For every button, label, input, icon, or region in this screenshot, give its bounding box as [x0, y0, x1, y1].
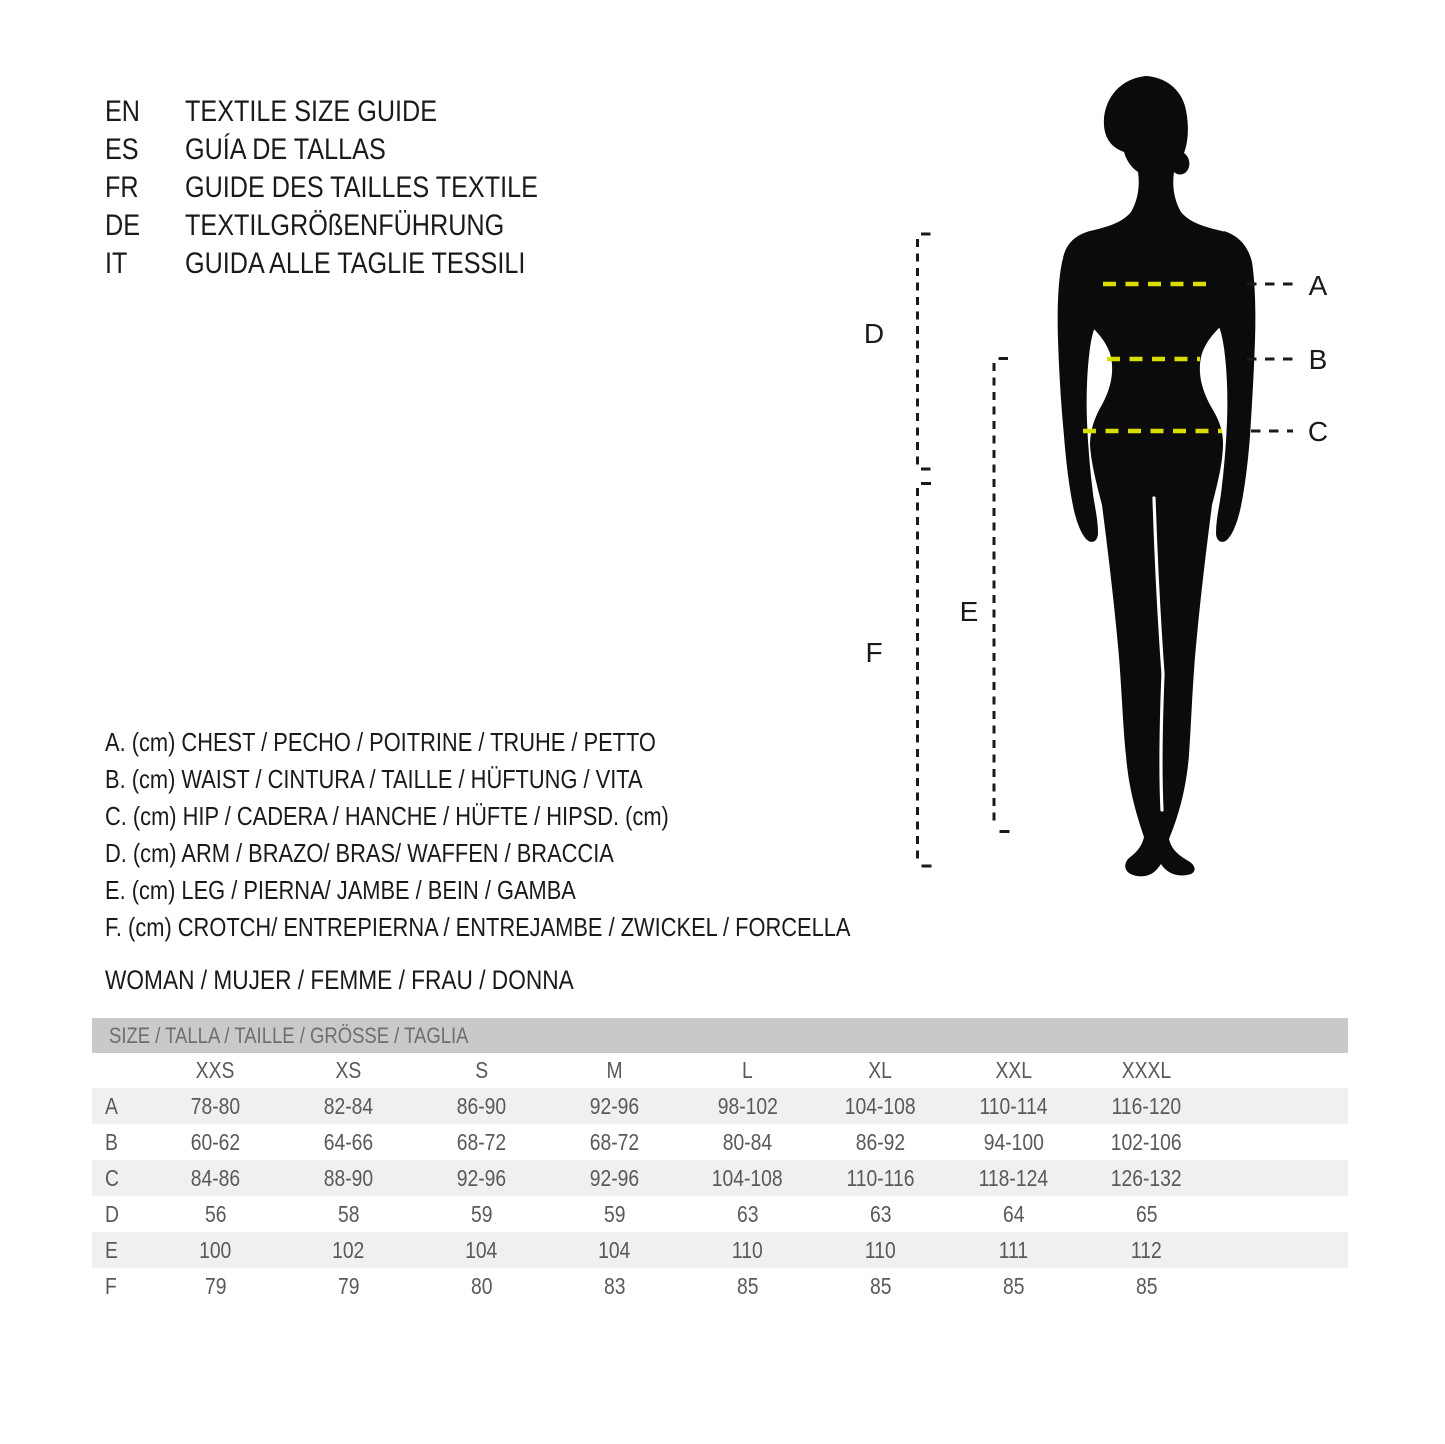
table-cell: 94-100 — [983, 1128, 1044, 1155]
table-header-bar — [92, 1018, 1348, 1053]
column-header-s: S — [475, 1057, 488, 1083]
table-cell: 110 — [732, 1236, 763, 1263]
table-cell: 88-90 — [323, 1164, 374, 1191]
size-table — [92, 1018, 1348, 1304]
row-label: E — [105, 1236, 118, 1263]
table-cell: 80-84 — [722, 1128, 773, 1155]
table-cell: 92-96 — [456, 1164, 507, 1191]
table-cell: 110-114 — [979, 1092, 1048, 1119]
table-cell: 116-120 — [1111, 1092, 1182, 1119]
table-cell: 84-86 — [190, 1164, 241, 1191]
table-row-f — [92, 1268, 1348, 1304]
column-header-xxxl: XXXL — [1121, 1057, 1172, 1083]
table-cell: 59 — [470, 1200, 493, 1227]
table-cell: 104 — [598, 1236, 631, 1263]
table-cell: 126-132 — [1111, 1164, 1182, 1191]
legend-item-arm: D. (cm) ARM / BRAZO/ BRAS/ WAFFEN / BRACCIA — [105, 838, 614, 868]
table-header-label: SIZE / TALLA / TAILLE / GRÖSSE / TAGLIA — [109, 1022, 469, 1048]
table-cell: 92-96 — [589, 1092, 640, 1119]
row-label: A — [105, 1092, 118, 1119]
marker-arm-d: D — [863, 318, 885, 349]
table-cell: 86-92 — [855, 1128, 906, 1155]
table-cell: 80 — [470, 1272, 493, 1299]
table-cell: 68-72 — [589, 1128, 640, 1155]
marker-crotch-f: F — [865, 637, 883, 668]
legend-item-crotch: F. (cm) CROTCH/ ENTREPIERNA / ENTREJAMBE / ZWICKEL / FORCELLA — [105, 912, 851, 942]
table-cell: 85 — [1002, 1272, 1025, 1299]
table-cell: 58 — [337, 1200, 360, 1227]
table-cell: 92-96 — [589, 1164, 640, 1191]
table-cell: 86-90 — [456, 1092, 507, 1119]
legend-item-chest: A. (cm) CHEST / PECHO / POITRINE / TRUHE / PETTO — [105, 727, 656, 757]
legend-item-leg: E. (cm) LEG / PIERNA/ JAMBE / BEIN / GAMBA — [105, 875, 576, 905]
table-row-c — [92, 1160, 1348, 1196]
woman-silhouette — [1058, 76, 1256, 876]
language-code: EN — [105, 95, 141, 128]
table-cell: 68-72 — [456, 1128, 507, 1155]
table-cell: 85 — [869, 1272, 892, 1299]
table-cell: 100 — [199, 1236, 232, 1263]
column-header-xl: XL — [868, 1057, 893, 1083]
table-cell: 104-108 — [845, 1092, 916, 1119]
legend-item-waist: B. (cm) WAIST / CINTURA / TAILLE / HÜFTUNG / VITA — [105, 764, 643, 794]
table-cell: 102 — [332, 1236, 365, 1263]
section-title-woman: WOMAN / MUJER / FEMME / FRAU / DONNA — [105, 965, 574, 995]
guide-title-fr: GUIDE DES TAILLES TEXTILE — [185, 171, 538, 204]
table-cell: 110 — [865, 1236, 896, 1263]
column-header-l: L — [742, 1057, 753, 1083]
table-cell: 98-102 — [717, 1092, 778, 1119]
table-cell: 110-116 — [846, 1164, 915, 1191]
table-row-e — [92, 1232, 1348, 1268]
guide-title-de: TEXTILGRÖßENFÜHRUNG — [185, 209, 505, 242]
table-cell: 104 — [465, 1236, 498, 1263]
marker-chest-a: A — [1308, 270, 1328, 301]
table-cell: 63 — [736, 1200, 759, 1227]
table-cell: 83 — [603, 1272, 626, 1299]
guide-title-en: TEXTILE SIZE GUIDE — [185, 95, 438, 128]
table-cell: 56 — [204, 1200, 227, 1227]
table-cell: 102-106 — [1111, 1128, 1182, 1155]
table-cell: 79 — [204, 1272, 227, 1299]
table-cell: 111 — [998, 1236, 1029, 1263]
legend-item-hip: C. (cm) HIP / CADERA / HANCHE / HÜFTE / HIPSD. (cm) — [105, 801, 669, 831]
measurement-legend — [105, 724, 992, 946]
marker-leg-e: E — [959, 596, 979, 627]
table-cell: 104-108 — [712, 1164, 783, 1191]
size-columns-row — [92, 1053, 1348, 1088]
guide-title-es: GUÍA DE TALLAS — [185, 133, 386, 166]
table-cell: 65 — [1135, 1200, 1158, 1227]
table-cell: 85 — [1135, 1272, 1158, 1299]
marker-waist-b: B — [1308, 344, 1328, 375]
table-row-b — [92, 1124, 1348, 1160]
table-cell: 112 — [1131, 1236, 1162, 1263]
table-cell: 85 — [736, 1272, 759, 1299]
table-cell: 82-84 — [323, 1092, 374, 1119]
table-cell: 63 — [869, 1200, 892, 1227]
table-cell: 78-80 — [190, 1092, 241, 1119]
table-cell: 64 — [1002, 1200, 1025, 1227]
column-header-xs: XS — [335, 1057, 362, 1083]
language-code: FR — [105, 171, 139, 204]
table-row-d — [92, 1196, 1348, 1232]
column-header-xxl: XXL — [995, 1057, 1032, 1083]
table-cell: 64-66 — [323, 1128, 374, 1155]
column-header-xxs: XXS — [196, 1057, 235, 1083]
guide-title-it: GUIDA ALLE TAGLIE TESSILI — [185, 247, 526, 280]
table-cell: 79 — [337, 1272, 360, 1299]
marker-hip-c: C — [1307, 416, 1329, 447]
row-label: B — [105, 1128, 118, 1155]
column-header-m: M — [606, 1057, 623, 1083]
table-cell: 118-124 — [978, 1164, 1049, 1191]
table-cell: 60-62 — [190, 1128, 241, 1155]
table-row-a — [92, 1088, 1348, 1124]
row-label: C — [105, 1164, 119, 1191]
table-cell: 59 — [603, 1200, 626, 1227]
row-label: D — [105, 1200, 119, 1227]
language-code: IT — [105, 247, 128, 280]
row-label: F — [105, 1272, 117, 1299]
language-code: DE — [105, 209, 141, 242]
language-code: ES — [105, 133, 139, 166]
